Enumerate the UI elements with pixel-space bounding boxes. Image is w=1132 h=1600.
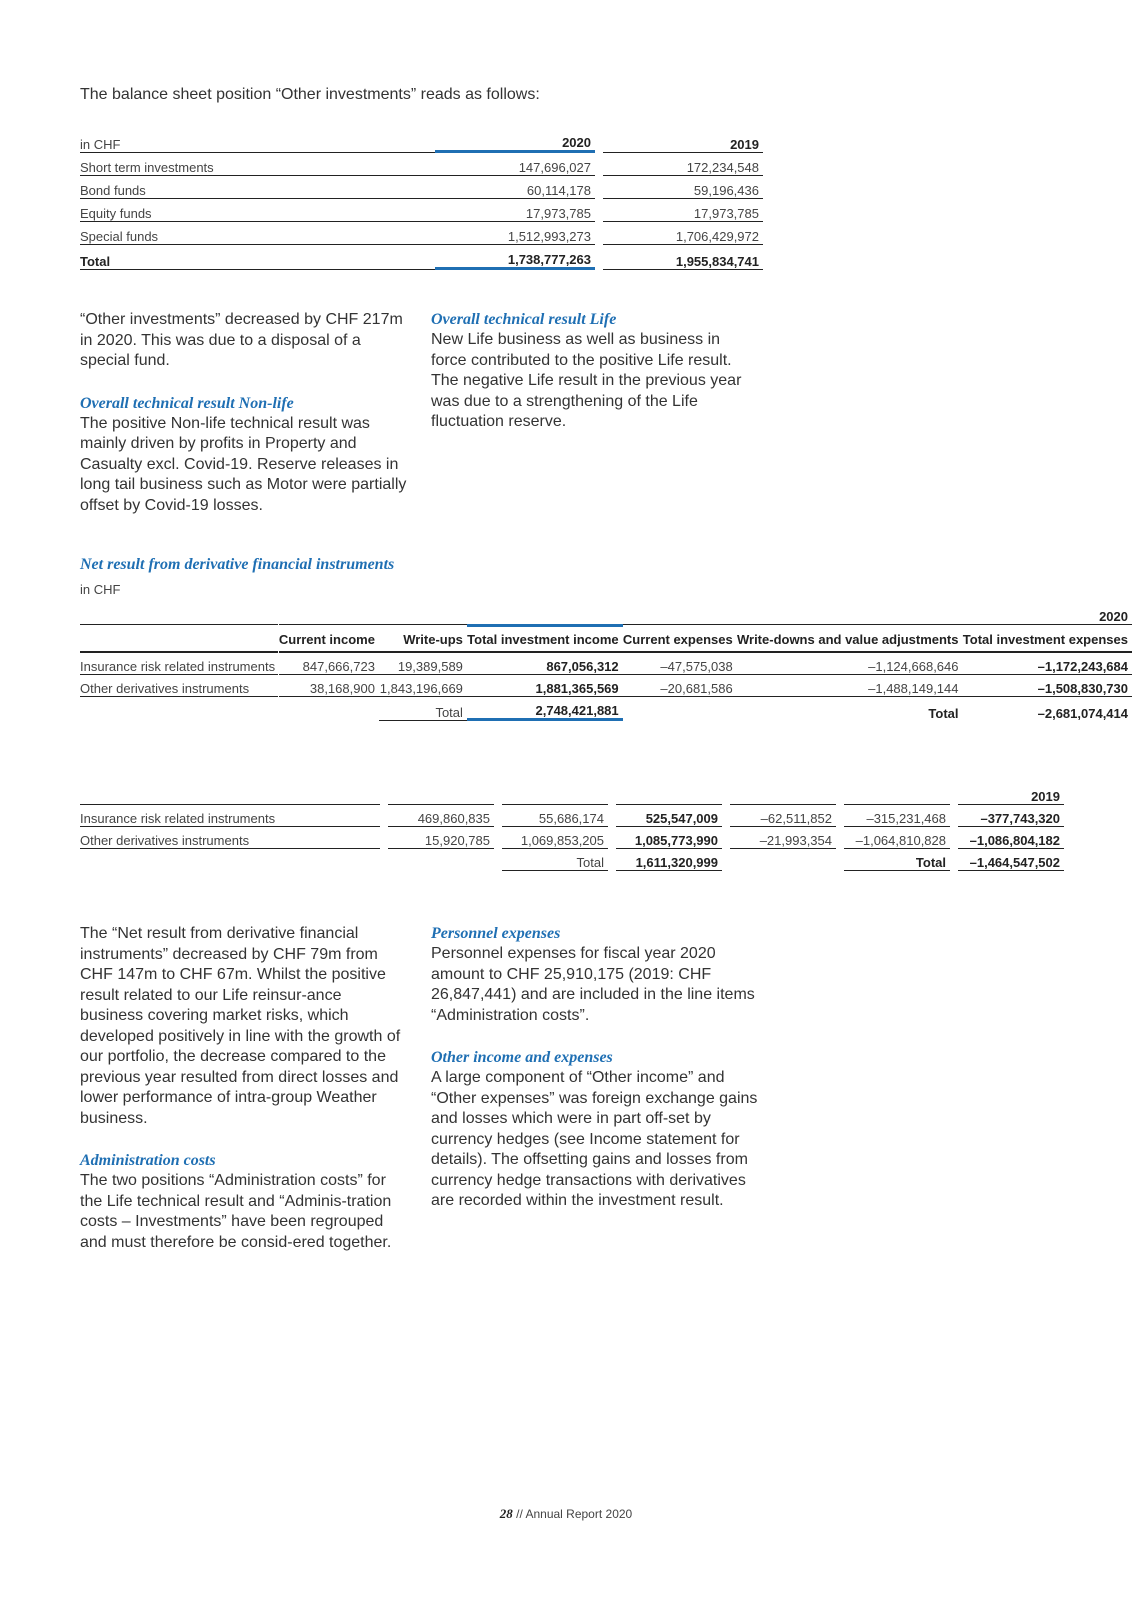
heading-non-life: Overall technical result Non-life: [80, 394, 294, 412]
table-row: Equity funds 17,973,785 17,973,785: [80, 199, 763, 222]
footer-text: // Annual Report 2020: [516, 1507, 633, 1521]
page-footer: [0, 1506, 1132, 1522]
total-row: Total 1,738,777,263 1,955,834,741: [80, 245, 763, 270]
table-header-row: Current income Write-ups Total investment income Current expenses Write-downs and value adjustments Total investment expenses: [80, 624, 1132, 652]
table-row: Other derivatives instruments 38,168,900 1,843,196,669 1,881,365,569 –20,681,586 –1,488,149,144 –1,508,830,730: [80, 675, 1132, 697]
table-row: Special funds 1,512,993,273 1,706,429,972: [80, 222, 763, 245]
year-label: 2019: [1031, 789, 1060, 804]
year-2020-header: 2020: [435, 128, 595, 153]
year-label: 2020: [1099, 609, 1128, 624]
heading-administration-costs: Administration costs: [80, 1152, 216, 1169]
left-column-2: [80, 924, 408, 1275]
table-row: Insurance risk related instruments 847,666,723 19,389,589 867,056,312 –47,575,038 –1,124,668,646 –1,172,243,684: [80, 652, 1132, 675]
other-investments-table: [80, 128, 763, 270]
heading-personnel-expenses: Personnel expenses: [431, 925, 561, 942]
heading-life: Overall technical result Life: [431, 311, 617, 328]
year-2019-header: 2019: [603, 128, 763, 153]
table-row: Bond funds 60,114,178 59,196,436: [80, 176, 763, 199]
non-life-paragraph: The positive Non-life technical result was mainly driven by profits in Property and Casualty excl. Covid-19. Reserve releases in long tail business such as Motor were partially offset by Covid-19 losses.: [80, 414, 407, 514]
derivatives-table-2019: [80, 784, 1064, 871]
life-paragraph: New Life business as well as business in force contributed to the positive Life result. The negative Life result in the previous year was due to a strengthening of the Life fluctuation reserve.: [431, 331, 742, 430]
table-row: Other derivatives instruments 15,920,785 1,069,853,205 1,085,773,990 –21,993,354 –1,064,810,828 –1,086,804,182: [80, 827, 1064, 849]
heading-other-income: Other income and expenses: [431, 1049, 613, 1066]
derivatives-title: Net result from derivative financial instruments: [80, 556, 395, 573]
page-number: 28: [499, 1506, 513, 1521]
derivatives-paragraph: The “Net result from derivative financial instruments” decreased by CHF 79m from CHF 147m to CHF 67m. Whilst the positive result related to our Life reinsur-ance business covering market risks, which developed positively in line with the growth of our portfolio, the decrease compared to the previous year resulted from direct losses and lower performance of intra-group Weather business.: [80, 925, 401, 1127]
unit-label: in CHF: [80, 128, 435, 153]
right-column-2: [431, 924, 759, 1234]
other-income-paragraph: A large component of “Other income” and “Other expenses” was foreign exchange gains and losses which were in part off-set by currency hedges (see Income statement for details). The offsetting gains and losses from currency hedge transactions with derivatives are recorded within the investment result.: [431, 1069, 758, 1209]
personnel-paragraph: Personnel expenses for fiscal year 2020 amount to CHF 25,910,175 (2019: CHF 26,847,441) and are included in the line items “Administration costs”.: [431, 945, 755, 1024]
table-row: Insurance risk related instruments 469,860,835 55,686,174 525,547,009 –62,511,852 –315,231,468 –377,743,320: [80, 804, 1064, 827]
total-row: Total 1,611,320,999 Total –1,464,547,502: [80, 849, 1064, 871]
other-investments-paragraph: “Other investments” decreased by CHF 217m in 2020. This was due to a disposal of a special fund.: [80, 311, 403, 369]
intro-text: The balance sheet position “Other investments” reads as follows:: [80, 86, 540, 103]
left-column-1: [80, 310, 408, 538]
total-row: Total 2,748,421,881 Total –2,681,074,414: [80, 697, 1132, 721]
right-column-1: [431, 310, 759, 455]
table-header-row: [80, 128, 763, 153]
table-row: Short term investments 147,696,027 172,234,548: [80, 153, 763, 176]
administration-paragraph: The two positions “Administration costs” for the Life technical result and “Adminis-tration costs – Investments” have been regrouped and must therefore be consid-ered together.: [80, 1172, 392, 1251]
derivatives-table-2020: [80, 604, 1132, 721]
derivatives-unit: in CHF: [80, 582, 121, 597]
